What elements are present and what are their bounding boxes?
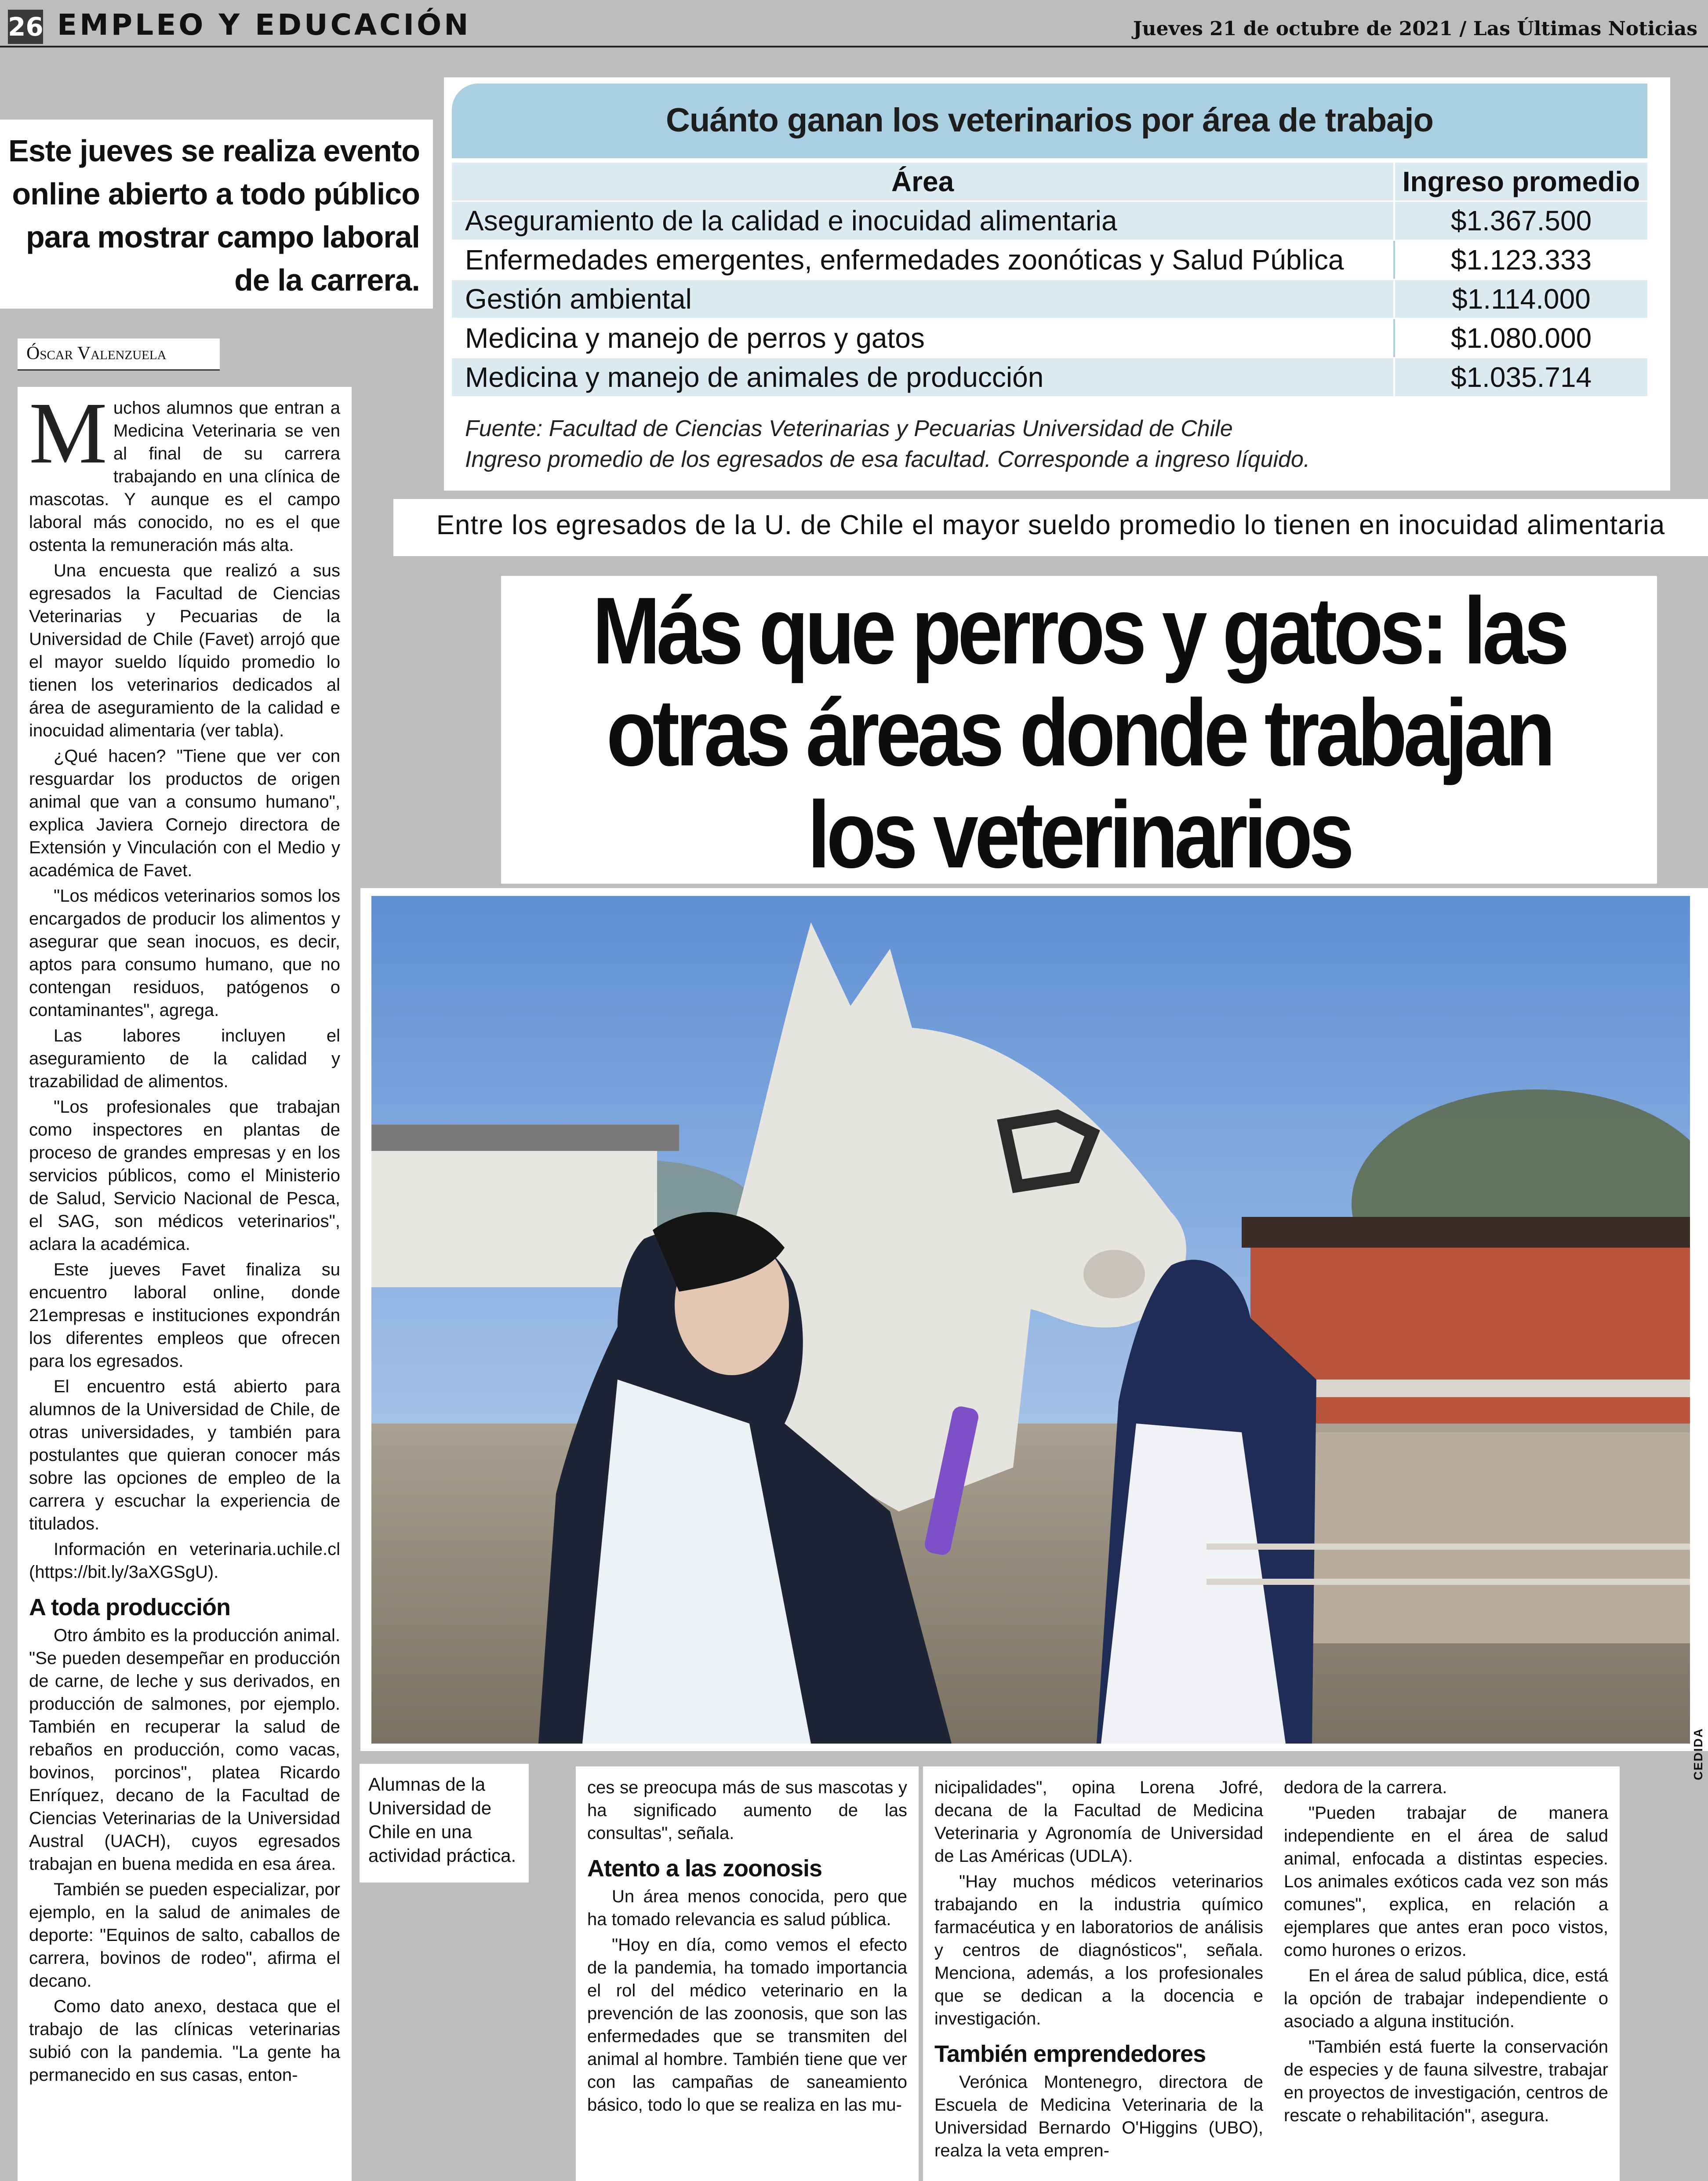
- table-row: [452, 280, 1647, 319]
- paragraph: El encuentro está abierto para alumnos de la Universidad de Chile, de otras universidades, y también para postulantes que quieran conocer más sobre las opciones de empleo de la carrera y escuchar la experiencia de titulados.: [29, 1377, 340, 1533]
- headline-line: otras áreas donde trabajan: [606, 679, 1552, 786]
- publication-name: Las Últimas Noticias: [1473, 18, 1697, 40]
- headline-line: Más que perros y gatos: las: [592, 577, 1566, 684]
- area-cell: Medicina y manejo de animales de producción: [452, 358, 1395, 396]
- dateline: [1133, 16, 1697, 42]
- paragraph: "También está fuerte la conservación de especies y de fauna silvestre, trabajar en proyectos de investigación, centros de rescate o rehabilitación", asegura.: [1284, 2037, 1608, 2125]
- photo-credit-text: CEDIDA: [1691, 1728, 1705, 1780]
- table-row: [452, 319, 1647, 358]
- header-rule: [0, 46, 1708, 47]
- table-source-note: [465, 413, 1643, 475]
- paragraph: Este jueves Favet finaliza su encuentro laboral online, donde 21empresas e instituciones expondrán los diferentes empleos que ofrecen para los egresados.: [29, 1260, 340, 1371]
- paragraph: "Hoy en día, como vemos el efecto de la pandemia, ha tomado importancia el rol del médico veterinario en la prevención de las zoonosis, que son las enfermedades que se transmiten del animal al hombre. También tiene que ver con las campañas de saneamiento básico, todo lo que se realiza en las mu-: [587, 1935, 907, 2115]
- issue-date: Jueves 21 de octubre de 2021: [1133, 18, 1453, 40]
- paragraph: "Los profesionales que trabajan como inspectores en plantas de proceso de grandes empresas y en los servicios públicos, como el Ministerio de Salud, Servicio Nacional de Pesca, el SAG, son médicos veterinarios", aclara la académica.: [29, 1097, 340, 1254]
- caption-text: Alumnas de la Universidad de Chile en una actividad práctica.: [368, 1774, 516, 1866]
- subheading: También emprendedores: [934, 2041, 1206, 2067]
- paragraph: Información en veterinaria.uchile.cl (https://bit.ly/3aXGSgU).: [29, 1540, 340, 1582]
- kicker-text: Entre los egresados de la U. de Chile el mayor sueldo promedio lo tienen en inocuidad alimentaria: [436, 510, 1665, 540]
- subheading: Atento a las zoonosis: [587, 1855, 822, 1882]
- table-header-row: [452, 163, 1647, 202]
- table-title-bar: [452, 84, 1647, 158]
- income-cell: $1.114.000: [1452, 283, 1591, 315]
- paragraph: Verónica Montenegro, directora de Escuela de Medicina Veterinaria de la Universidad Bernardo O'Higgins (UBO), realza la veta empren-: [934, 2072, 1263, 2160]
- article-column-4: [1272, 1766, 1620, 2181]
- paragraph: "Pueden trabajar de manera independiente en el área de salud animal, enfocada a distintas especies. Los animales exóticos cada vez son más comunes", explica, en relación a ejemplares que antes eran poco vistos, como hurones o erizos.: [1284, 1803, 1608, 1960]
- article-deck: [0, 120, 433, 309]
- table-row: [452, 241, 1647, 280]
- page-number: 26: [8, 10, 43, 44]
- article-column-2: [576, 1766, 919, 2181]
- paragraph: ¿Qué hacen? "Tiene que ver con resguardar los productos de origen animal que van a consumo humano", explica Javiera Cornejo directora de Extensión y Vinculación con el Medio y académica de Favet.: [29, 746, 340, 880]
- headline-line: los veterinarios: [807, 781, 1351, 888]
- table-row: [452, 202, 1647, 241]
- table-row: [452, 358, 1647, 397]
- subheading: A toda producción: [29, 1594, 230, 1620]
- paragraph: dedora de la carrera.: [1284, 1778, 1447, 1797]
- article-column-1: [18, 387, 352, 2181]
- byline: [18, 339, 220, 371]
- headline: [582, 576, 1576, 888]
- lead-text: uchos alumnos que entran a Medicina Veterinaria se ven al final de su carrera trabajando en una clínica de mascotas. Y aunque es el campo laboral más conocido, no es el que ostenta la remuneración más alta.: [29, 398, 340, 555]
- table-grid: [452, 163, 1647, 397]
- deck-text: Este jueves se realiza evento online abierto a todo público para mostrar campo laboral de la carrera.: [8, 134, 420, 297]
- article-column-3: [923, 1766, 1275, 2181]
- paragraph: Un área menos conocida, pero que ha tomado relevancia es salud pública.: [587, 1887, 907, 1929]
- drop-cap: M: [29, 387, 107, 482]
- paragraph: "Los médicos veterinarios somos los encargados de producir los alimentos y asegurar que sean inocuos, es decir, aptos para consumo humano, que no contengan residuos, patógenos o contaminantes", agrega.: [29, 886, 340, 1020]
- area-cell: Aseguramiento de la calidad e inocuidad alimentaria: [452, 202, 1395, 240]
- paragraph: También se pueden especializar, por ejemplo, en la salud de animales de deporte: "Equinos de salto, caballos de carrera, bovinos de rodeo", afirma el decano.: [29, 1880, 340, 1991]
- photo-illustration: [371, 896, 1690, 1744]
- income-cell: $1.367.500: [1450, 205, 1592, 237]
- area-cell: Enfermedades emergentes, enfermedades zoonóticas y Salud Pública: [452, 241, 1395, 279]
- column-header-area: Área: [452, 163, 1395, 200]
- headline-box: [501, 576, 1657, 888]
- area-cell: Medicina y manejo de perros y gatos: [452, 319, 1395, 357]
- paragraph: Otro ámbito es la producción animal. "Se pueden desempeñar en producción de carne, de leche y sus derivados, en producción de salmones, por ejemplo. También en recuperar la salud de rebaños en producción, como vacas, bovinos, porcinos", platea Ricardo Enríquez, decano de la Facultad de Ciencias Veterinarias de la Universidad Austral (UACH), cuyos egresados trabajan en buena medida en esa área.: [29, 1626, 340, 1874]
- paragraph: Las labores incluyen el aseguramiento de la calidad y trazabilidad de alimentos.: [29, 1026, 340, 1091]
- paragraph: "Hay muchos médicos veterinarios trabajando en la industria químico farmacéutica y en laboratorios de análisis y centros de diagnósticos", señala. Menciona, además, a los profesionales que se dedican a la docencia e investigación.: [934, 1872, 1263, 2028]
- paragraph: nicipalidades", opina Lorena Jofré, decana de la Facultad de Medicina Veterinaria y Agronomía de Universidad de Las Américas (UDLA).: [934, 1778, 1263, 1866]
- paragraph: Una encuesta que realizó a sus egresados la Facultad de Ciencias Veterinarias y Pecuarias de la Universidad de Chile (Favet) arrojó que el mayor sueldo líquido promedio lo tienen los veterinarios dedicados al área de aseguramiento de la calidad e inocuidad alimentaria (ver tabla).: [29, 561, 340, 740]
- income-cell: $1.123.333: [1450, 244, 1592, 276]
- date-separator: /: [1459, 18, 1467, 40]
- income-cell: $1.035.714: [1450, 361, 1592, 393]
- income-cell: $1.080.000: [1450, 322, 1592, 354]
- byline-author: Óscar Valenzuela: [26, 343, 167, 364]
- photo-caption: [360, 1764, 529, 1882]
- paragraph: En el área de salud pública, dice, está la opción de trabajar independiente o asociado a alguna institución.: [1284, 1966, 1608, 2031]
- kicker: [393, 499, 1708, 556]
- column-header-income: Ingreso promedio: [1402, 166, 1640, 197]
- article-photo: [371, 896, 1690, 1744]
- paragraph: ces se preocupa más de sus mascotas y ha significado aumento de las consultas", señala.: [587, 1778, 907, 1843]
- paragraph: Como dato anexo, destaca que el trabajo de las clínicas veterinarias subió con la pandemia. "La gente ha permanecido en sus casas, enton-: [29, 1997, 340, 2085]
- table-note-line: Ingreso promedio de los egresados de esa facultad. Corresponde a ingreso líquido.: [465, 447, 1310, 472]
- table-title: Cuánto ganan los veterinarios por área de trabajo: [666, 102, 1433, 139]
- lead-paragraph: [29, 387, 340, 557]
- photo-credit: [1691, 1728, 1708, 1780]
- section-title: EMPLEO Y EDUCACIÓN: [57, 8, 471, 42]
- table-source-line: Fuente: Facultad de Ciencias Veterinarias y Pecuarias Universidad de Chile: [465, 416, 1233, 441]
- area-cell: Gestión ambiental: [452, 280, 1395, 318]
